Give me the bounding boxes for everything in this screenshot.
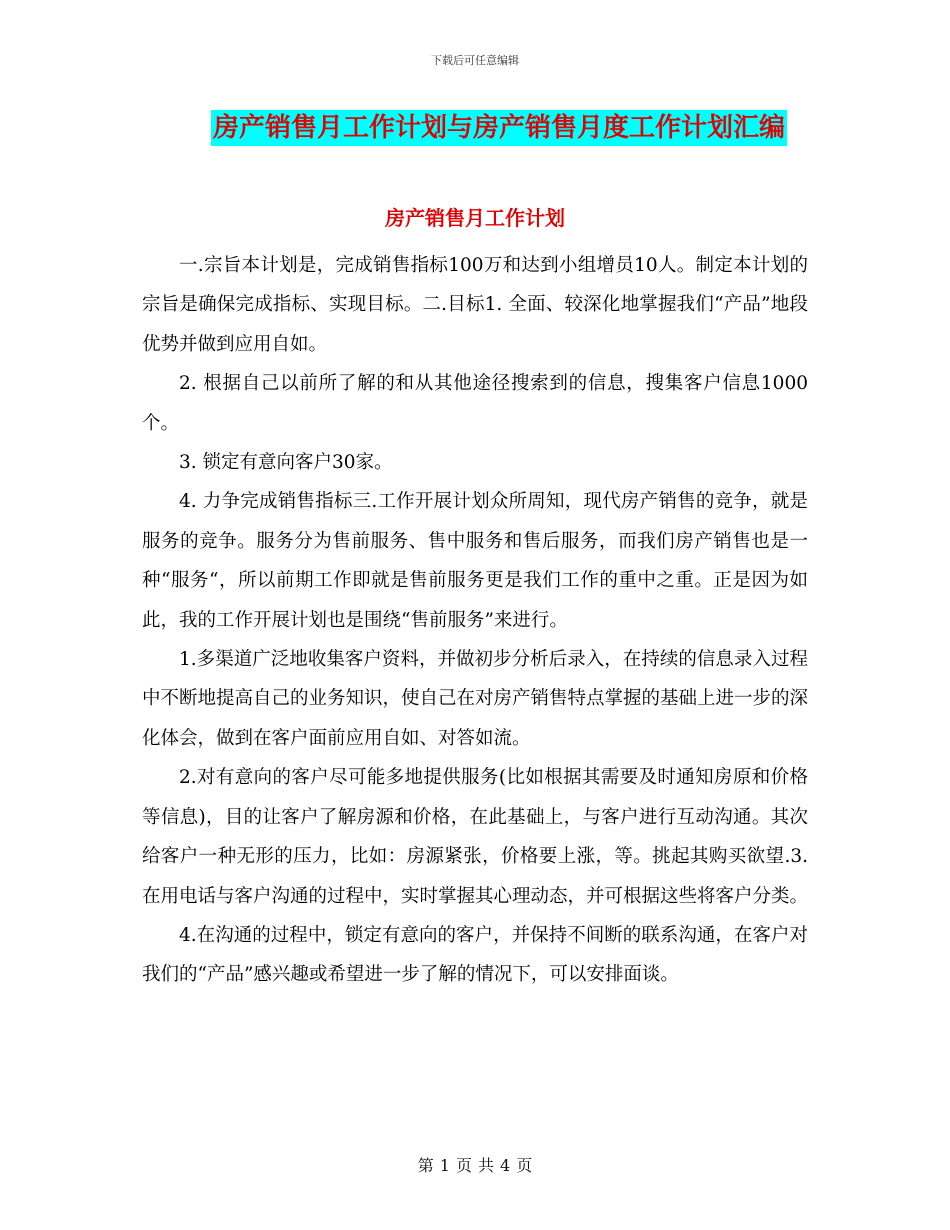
paragraph: 4. 力争完成销售指标三.工作开展计划众所周知，现代房产销售的竞争，就是服务的竞争。服务分为售前服务、售中服务和售后服务，而我们房产销售也是一种“服务“，所以前期工作即就是售前服务更是我们工作的重中之重。正是因为如此，我的工作开展计划也是围绕“售前服务”来进行。 xyxy=(142,491,808,631)
header-note: 下载后可任意编辑 xyxy=(431,54,519,67)
footer-label: 第 xyxy=(417,1156,434,1175)
paragraph: 2. 根据自己以前所了解的和从其他途径搜索到的信息，搜集客户信息1000个。 xyxy=(142,373,808,434)
page-number: 1 xyxy=(439,1156,450,1175)
footer-label: 页 xyxy=(455,1156,472,1175)
footer-label: 共 xyxy=(478,1156,495,1175)
footer-label: 页 xyxy=(516,1156,533,1175)
main-title-wrap xyxy=(0,110,950,146)
sub-title: 房产销售月工作计划 xyxy=(385,206,565,230)
page-footer xyxy=(0,1153,950,1176)
page-total: 4 xyxy=(500,1156,511,1175)
paragraph: 一.宗旨本计划是，完成销售指标100万和达到小组增员10人。制定本计划的宗旨是确保完成指标、实现目标。二.目标1. 全面、较深化地掌握我们“产品”地段优势并做到应用自如。 xyxy=(142,255,808,355)
paragraph: 4.在沟通的过程中，锁定有意向的客户，并保持不间断的联系沟通，在客户对我们的“产品”感兴趣或希望进一步了解的情况下，可以安排面谈。 xyxy=(142,924,808,986)
main-title: 房产销售月工作计划与房产销售月度工作计划汇编 xyxy=(211,110,787,146)
document-body xyxy=(142,246,808,995)
paragraph: 3. 锁定有意向客户30家。 xyxy=(179,452,393,474)
paragraph: 1.多渠道广泛地收集客户资料，并做初步分析后录入，在持续的信息录入过程中不断地提高自己的业务知识，使自己在对房产销售特点掌握的基础上进一步的深化体会，做到在客户面前应用自如、对答如流。 xyxy=(142,649,809,749)
paragraph: 2.对有意向的客户尽可能多地提供服务(比如根据其需要及时通知房原和价格等信息)，目的让客户了解房源和价格，在此基础上，与客户进行互动沟通。其次给客户一种无形的压力，比如：房源紧张，价格要上涨，等。挑起其购买欲望.3.在用电话与客户沟通的过程中，实时掌握其心理动态，并可根据这些将客户分类。 xyxy=(142,767,809,907)
